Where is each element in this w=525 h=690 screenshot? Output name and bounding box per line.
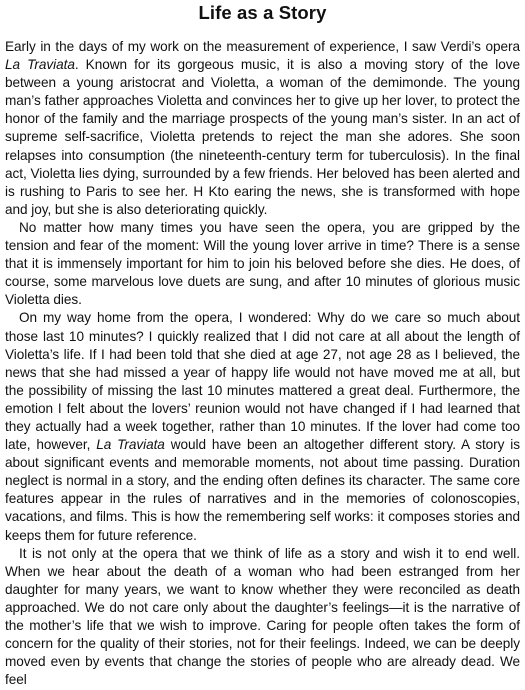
opera-title: La Traviata: [96, 437, 165, 453]
text-span: No matter how many times you have seen the opera, you are gripped by the tension and fear of the moment: Will the young lover arrive in time? There is a sense that it is immensely important for him to join his beloved before she dies. He does, of course, some marvelous love duets are sung, and after 10 minutes of glorious music Violetta dies.: [5, 219, 520, 308]
paragraph-2: [5, 219, 520, 309]
document-page: [5, 0, 520, 689]
opera-title: La Traviata: [5, 57, 75, 73]
text-span: It is not only at the opera that we think of life as a story and wish it to end well. When we hear about the death of a woman who had been estranged from her daughter for many years, we want to know whether they were reconciled as death approached. We do not care only about the daughter’s feelings—it is the narrative of the mother’s life that we wish to improve. Caring for people often takes the form of concern for the quality of their stories, not for their feelings. Indeed, we can be deeply moved even by events that change the stories of people who are already dead. We feel: [5, 545, 520, 688]
paragraph-1: [5, 38, 520, 219]
text-span: On my way home from the opera, I wondered: Why do we care so much about those last 10 minutes? I quickly realized that I did not care at all about the length of Violetta’s life. If I had been told that she died at age 27, not age 28 as I believed, the news that she had missed a year of happy life would not have moved me at all, but the possibility of missing the last 10 minutes mattered a great deal. Furthermore, the emotion I felt about the lovers’ reunion would not have changed if I had learned that they actually had a week together, rather than 10 minutes. If the lover had come too late, however,: [5, 310, 520, 453]
text-span: would have been an altogether different story. A story is about significant events and memorable moments, not about time passing. Duration neglect is normal in a story, and the ending often defines its character. The same core features appear in the rules of narratives and in the memories of colonoscopies, vacations, and films. This is how the remembering self works: it composes stories and keeps them for future reference.: [5, 437, 521, 543]
page-title: Life as a Story: [198, 2, 327, 23]
paragraph-4: [5, 545, 520, 690]
text-span: . Known for its gorgeous music, it is also a moving story of the love between a young aristocrat and Violetta, a woman of the demimonde. The young man’s father approaches Violetta and convinces her to give up her lover, to protect the honor of the family and the marriage prospects of the young man’s sister. In an act of supreme self-sacrifice, Violetta pretends to reject the man she adores. She soon relapses into consumption (the nineteenth-century term for tuberculosis). In the final act, Violetta lies dying, surrounded by a few friends. Her beloved has been alerted and is rushing to Paris to see her. H Kto earing the news, she is transformed with hope and joy, but she is also deteriorating quickly.: [5, 57, 520, 217]
body-text: [5, 38, 520, 689]
text-span: Early in the days of my work on the measurement of experience, I saw Verdi’s opera: [5, 39, 520, 54]
paragraph-3: [5, 309, 520, 544]
